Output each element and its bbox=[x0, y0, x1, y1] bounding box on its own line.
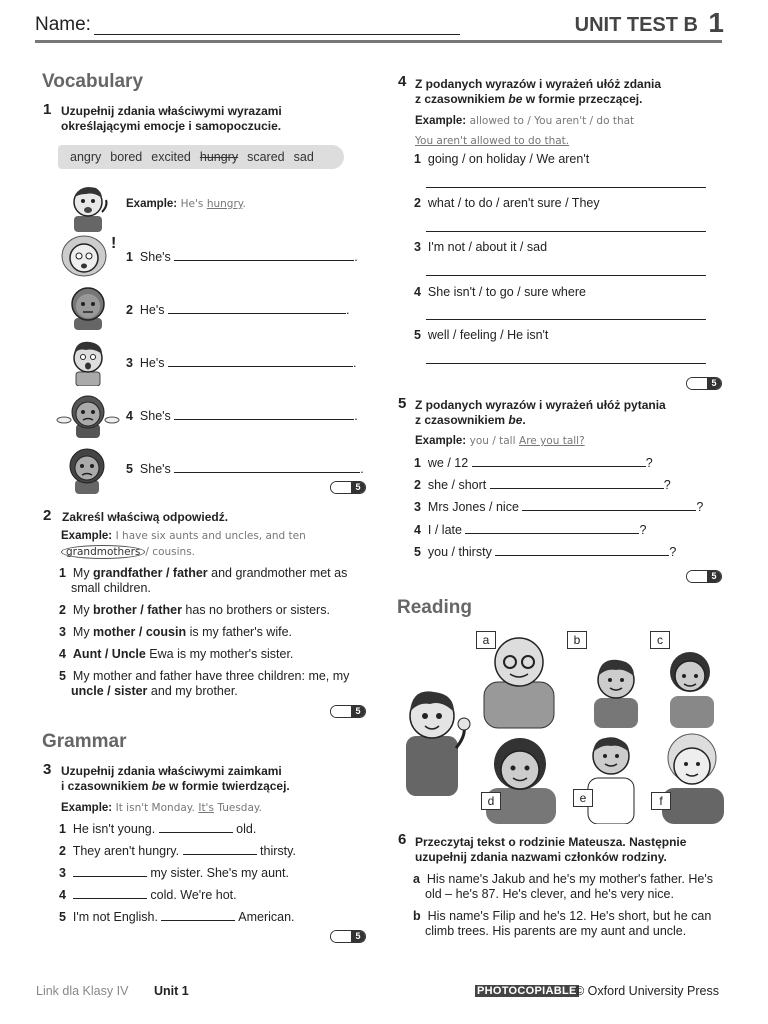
word-bank-item: scared bbox=[247, 150, 285, 164]
boy-hungry-illustration bbox=[66, 182, 112, 232]
choice-options[interactable]: brother / father bbox=[93, 603, 182, 617]
task-5-number: 5 bbox=[398, 395, 407, 412]
task-1-number: 1 bbox=[43, 101, 52, 118]
score-badge: 5 bbox=[330, 930, 366, 943]
answer-blank[interactable] bbox=[174, 408, 354, 420]
name-field-line[interactable] bbox=[94, 34, 460, 35]
answer-blank[interactable] bbox=[465, 522, 639, 534]
score-badge: 5 bbox=[686, 377, 722, 390]
task-5-example: Example: you / tall Are you tall? bbox=[415, 435, 585, 447]
task-4-item: 4 She isn't / to go / sure where bbox=[414, 285, 586, 299]
answer-line[interactable] bbox=[426, 187, 706, 188]
choice-options[interactable]: mother / cousin bbox=[93, 625, 187, 639]
task-3-example: Example: It isn't Monday. It's Tuesday. bbox=[61, 802, 262, 814]
circled-answer: grandmothers bbox=[61, 545, 145, 559]
section-title-vocabulary: Vocabulary bbox=[42, 71, 144, 92]
footer-publisher: © Oxford University Press bbox=[575, 984, 719, 998]
task-5-item: 4 I / late ? bbox=[414, 523, 647, 537]
task-2-instruction: Zakreśl właściwą odpowiedź. bbox=[62, 510, 229, 524]
task-1-item: 2 He's . bbox=[126, 303, 350, 317]
task-1-item: 5 She's . bbox=[126, 462, 364, 476]
task-2-item: 4 Aunt / Uncle Ewa is my mother's sister. bbox=[59, 647, 294, 661]
picture-label-f: f bbox=[651, 792, 671, 810]
reading-text-a: a His name's Jakub and he's my mother's father. He's old – he's 87. He's clever, and he's very nice. bbox=[413, 872, 713, 901]
footer-book-title: Link dla Klasy IV bbox=[36, 984, 129, 998]
task-6-instruction: Przeczytaj tekst o rodzinie Mateusza. Następnie uzupełnij zdania nazwami członków rodziny. bbox=[415, 835, 687, 864]
task-3-item: 1 He isn't young. old. bbox=[59, 822, 257, 836]
task-4-number: 4 bbox=[398, 73, 407, 90]
task-1-item: 1 She's . bbox=[126, 250, 358, 264]
task-2-example: Example: I have six aunts and uncles, and ten grandmothers / cousins. bbox=[61, 530, 306, 558]
picture-label-c: c bbox=[650, 631, 670, 649]
answer-blank[interactable] bbox=[159, 821, 233, 833]
task-5-item: 2 she / short ? bbox=[414, 478, 671, 492]
svg-text:!: ! bbox=[111, 235, 117, 252]
task-3-instruction: Uzupełnij zdania właściwymi zaimkami i czasownikiem be w formie twierdzącej. bbox=[61, 764, 290, 793]
boy-bored-illustration bbox=[66, 284, 110, 330]
task-4-instruction: Z podanych wyrazów i wyrażeń ułóż zdania z czasownikiem be w formie przeczącej. bbox=[415, 77, 662, 106]
girl-angry-illustration bbox=[56, 392, 120, 438]
answer-line[interactable] bbox=[426, 363, 706, 364]
header-divider bbox=[35, 40, 722, 43]
answer-blank[interactable] bbox=[168, 302, 346, 314]
picture-label-a: a bbox=[476, 631, 496, 649]
girl-sad-illustration bbox=[62, 446, 112, 494]
word-bank-item: excited bbox=[151, 150, 191, 164]
task-5-instruction: Z podanych wyrazów i wyrażeń ułóż pytania z czasownikiem be. bbox=[415, 398, 666, 427]
task-3-number: 3 bbox=[43, 761, 52, 778]
task-4-item: 1 going / on holiday / We aren't bbox=[414, 152, 590, 166]
section-title-reading: Reading bbox=[397, 597, 472, 618]
score-badge: 5 bbox=[330, 705, 366, 718]
task-5-item: 5 you / thirsty ? bbox=[414, 545, 677, 559]
picture-label-d: d bbox=[481, 792, 501, 810]
section-title-grammar: Grammar bbox=[42, 731, 127, 752]
task-3-item: 4 cold. We're hot. bbox=[59, 888, 237, 902]
task-2-item: 5 My mother and father have three children: me, my uncle / sister and my brother. bbox=[59, 669, 350, 698]
task-3-item: 2 They aren't hungry. thirsty. bbox=[59, 844, 296, 858]
uncle-figure bbox=[588, 738, 634, 824]
answer-blank[interactable] bbox=[73, 865, 147, 877]
aunt-figure bbox=[486, 738, 556, 824]
answer-blank[interactable] bbox=[174, 461, 360, 473]
score-badge: 5 bbox=[330, 481, 366, 494]
grandmother-figure bbox=[662, 734, 724, 824]
task-2-item: 1 My grandfather / father and grandmother met as small children. bbox=[59, 566, 348, 595]
word-bank-item: bored bbox=[110, 150, 143, 164]
answer-blank[interactable] bbox=[73, 887, 147, 899]
answer-blank[interactable] bbox=[472, 455, 646, 467]
boy-surprised-illustration bbox=[68, 338, 108, 386]
task-2-number: 2 bbox=[43, 507, 52, 524]
task-2-item: 2 My brother / father has no brothers or sisters. bbox=[59, 603, 330, 617]
unit-test-title: UNIT TEST B bbox=[574, 14, 698, 36]
word-bank bbox=[58, 145, 344, 169]
word-bank-item: angry bbox=[70, 150, 102, 164]
answer-line[interactable] bbox=[426, 231, 706, 232]
task-1-instruction: Uzupełnij zdania właściwymi wyrazami określającymi emocje i samopoczucie. bbox=[61, 104, 282, 133]
task-3-item: 3 my sister. She's my aunt. bbox=[59, 866, 289, 880]
mateusz-figure bbox=[406, 691, 470, 796]
score-badge: 5 bbox=[686, 570, 722, 583]
filip-figure bbox=[594, 660, 638, 728]
answer-blank[interactable] bbox=[161, 909, 235, 921]
task-4-item: 3 I'm not / about it / sad bbox=[414, 240, 548, 254]
task-6-number: 6 bbox=[398, 831, 407, 848]
answer-blank[interactable] bbox=[522, 499, 696, 511]
task-1-item: 3 He's . bbox=[126, 356, 357, 370]
word-bank-item-used: hungry bbox=[199, 150, 239, 164]
answer-blank[interactable] bbox=[168, 355, 353, 367]
task-1-item: 4 She's . bbox=[126, 409, 358, 423]
picture-label-e: e bbox=[573, 789, 593, 807]
girl-scared-illustration bbox=[58, 234, 120, 278]
footer-unit: Unit 1 bbox=[154, 984, 189, 998]
cousin-girl-figure bbox=[670, 652, 714, 728]
name-label: Name: bbox=[35, 14, 91, 35]
task-5-item: 1 we / 12 ? bbox=[414, 456, 653, 470]
answer-line[interactable] bbox=[426, 275, 706, 276]
answer-blank[interactable] bbox=[490, 477, 664, 489]
task-4-example: Example: allowed to / You aren't / do that You aren't allowed to do that. bbox=[415, 115, 635, 147]
answer-line[interactable] bbox=[426, 319, 706, 320]
reading-text-b: b His name's Filip and he's 12. He's short, but he can climb trees. His parents are my aunt and uncle. bbox=[413, 909, 712, 938]
word-bank-item: sad bbox=[293, 150, 314, 164]
choice-options[interactable]: Aunt / Uncle bbox=[72, 647, 146, 661]
answer-blank[interactable] bbox=[183, 843, 257, 855]
answer-blank[interactable] bbox=[495, 544, 669, 556]
task-2-item: 3 My mother / cousin is my father's wife. bbox=[59, 625, 293, 639]
unit-number: 1 bbox=[708, 7, 724, 38]
choice-options[interactable]: uncle / sister bbox=[71, 684, 148, 698]
task-4-item: 2 what / to do / aren't sure / They bbox=[414, 196, 600, 210]
task-1-example: Example: He's hungry. bbox=[126, 198, 246, 210]
task-3-item: 5 I'm not English. American. bbox=[59, 910, 295, 924]
photocopiable-badge: PHOTOCOPIABLE bbox=[477, 985, 577, 997]
choice-options[interactable]: grandfather / father bbox=[93, 566, 208, 580]
answer-blank[interactable] bbox=[174, 249, 354, 261]
family-illustration bbox=[398, 628, 728, 824]
task-4-item: 5 well / feeling / He isn't bbox=[414, 328, 549, 342]
picture-label-b: b bbox=[567, 631, 587, 649]
task-5-item: 3 Mrs Jones / nice ? bbox=[414, 500, 704, 514]
grandfather-figure bbox=[484, 638, 554, 728]
